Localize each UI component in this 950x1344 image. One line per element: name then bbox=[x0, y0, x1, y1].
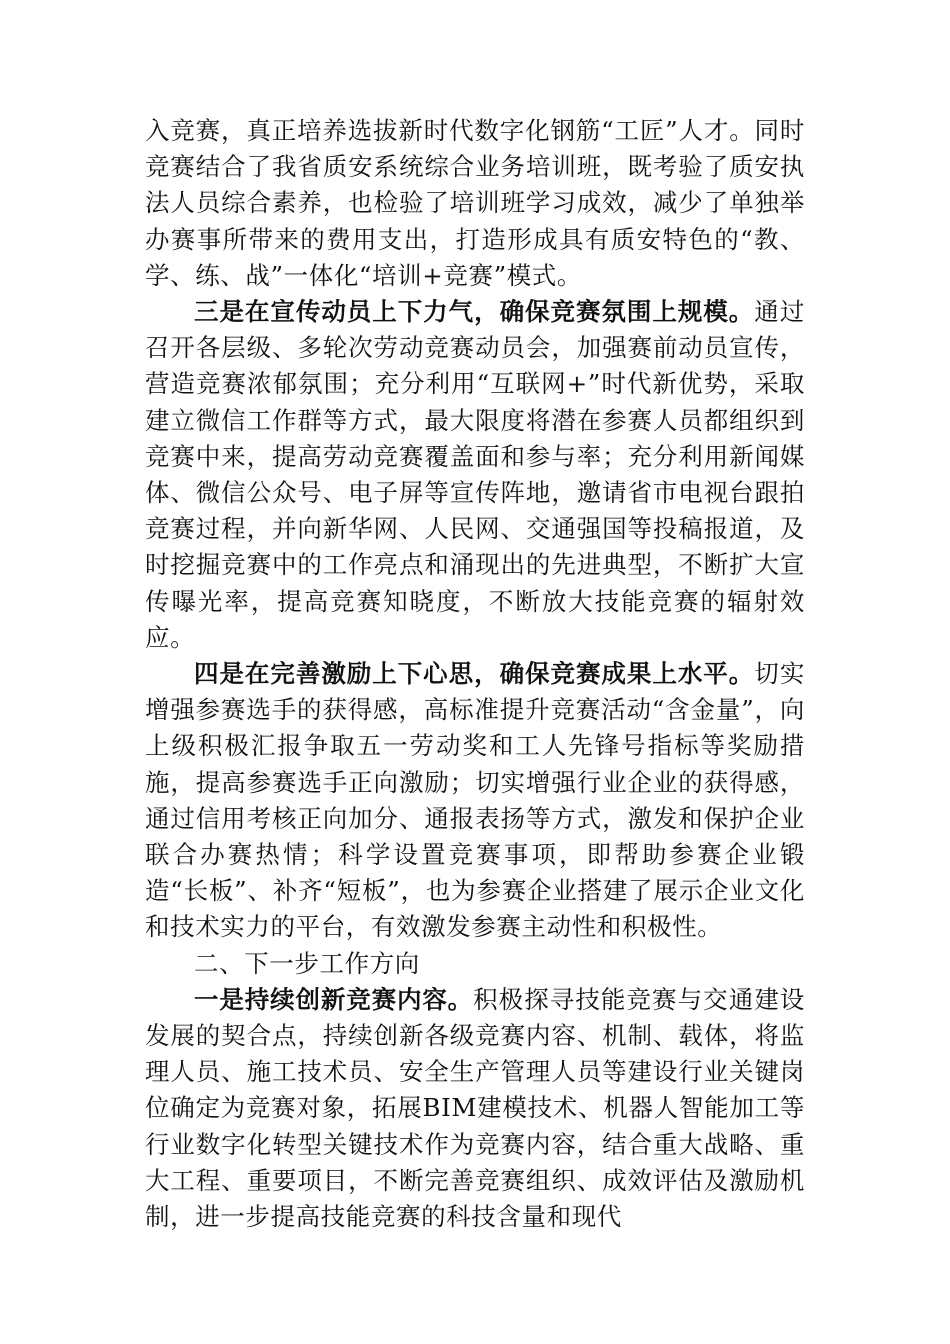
paragraph-body: 积极探寻技能竞赛与交通建设发展的契合点，持续创新各级竞赛内容、机制、载体，将监理人员、施工技术员、安全生产管理人员等建设行业关键岗位确定为竞赛对象，拓展BIM建模技术、机器人智能加工等行业数字化转型关键技术作为竞赛内容，结合重大战略、重大工程、重要项目，不断完善竞赛组织、成效评估及激励机制，进一步提高技能竞赛的科技含量和现代 bbox=[145, 984, 805, 1232]
paragraph-body: 通过召开各层级、多轮次劳动竞赛动员会，加强赛前动员宣传，营造竞赛浓郁氛围；充分利用“互联网+”时代新优势，采取建立微信工作群等方式，最大限度将潜在参赛人员都组织到竞赛中来，提高劳动竞赛覆盖面和参与率；充分利用新闻媒体、微信公众号、电子屏等宣传阵地，邀请省市电视台跟拍竞赛过程，并向新华网、人民网、交通强国等投稿报道，及时挖掘竞赛中的工作亮点和涌现出的先进典型，不断扩大宣传曝光率，提高竞赛知晓度，不断放大技能竞赛的辐射效应。 bbox=[145, 297, 805, 652]
paragraph-lead-bold: 四是在完善激励上下心思，确保竞赛成果上水平。 bbox=[194, 659, 755, 689]
paragraph-body: 切实增强参赛选手的获得感，高标准提升竞赛活动“含金量”，向上级积极汇报争取五一劳动奖和工人先锋号指标等奖励措施，提高参赛选手正向激励；切实增强行业企业的获得感，通过信用考核正向加分、通报表扬等方式，激发和保护企业联合办赛热情；科学设置竞赛事项，即帮助参赛企业锻造“长板”、补齐“短板”，也为参赛企业搭建了展示企业文化和技术实力的平台，有效激发参赛主动性和积极性。 bbox=[145, 659, 805, 942]
paragraph-innovation bbox=[145, 982, 805, 1235]
body-text bbox=[145, 113, 805, 1235]
paragraph-lead-bold: 一是持续创新竞赛内容。 bbox=[194, 984, 474, 1014]
section-heading: 二、下一步工作方向 bbox=[194, 948, 420, 978]
paragraph-publicity bbox=[145, 294, 805, 656]
paragraph-body: 入竞赛，真正培养选拔新时代数字化钢筋“工匠”人才。同时竞赛结合了我省质安系统综合业务培训班，既考验了质安执法人员综合素养，也检验了培训班学习成效，减少了单独举办赛事所带来的费用支出，打造形成具有质安特色的“教、学、练、战”一体化“培训+竞赛”模式。 bbox=[145, 116, 805, 290]
paragraph-continuation bbox=[145, 113, 805, 294]
paragraph-lead-bold: 三是在宣传动员上下力气，确保竞赛氛围上规模。 bbox=[194, 297, 755, 327]
paragraph-incentive bbox=[145, 656, 805, 946]
